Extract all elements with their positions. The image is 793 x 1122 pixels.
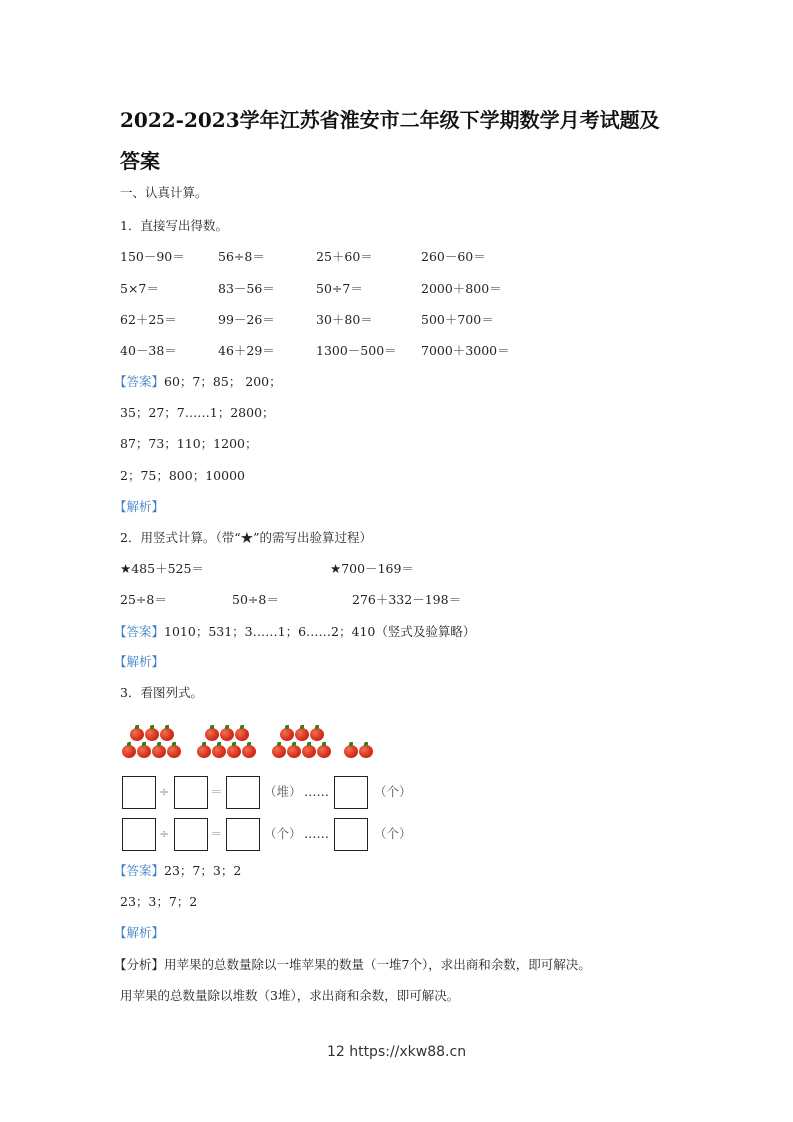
apple-icon [205, 728, 219, 741]
answer-box[interactable] [226, 818, 260, 851]
q1-problem: 260－60＝ [421, 249, 486, 264]
answer-box[interactable] [174, 776, 208, 809]
unit-label: （堆） [264, 784, 302, 799]
apple-icon [220, 728, 234, 741]
eq-sign: ＝ [210, 784, 223, 799]
apple-icon [272, 745, 286, 758]
apple-icon [197, 745, 211, 758]
q1-problem: 1300－500＝ [316, 343, 397, 358]
apple-icon [212, 745, 226, 758]
answer-box[interactable] [334, 818, 368, 851]
q1-problem: 46＋29＝ [218, 343, 275, 358]
apple-icon [302, 745, 316, 758]
q1-problem: 62＋25＝ [120, 312, 177, 327]
q2-problem: 276＋332－198＝ [352, 592, 462, 607]
apple-icon [310, 728, 324, 741]
apple-icon [359, 745, 373, 758]
answer-box[interactable] [122, 776, 156, 809]
apple-icon [317, 745, 331, 758]
answer-box[interactable] [174, 818, 208, 851]
answer-tag: 【答案】 [114, 863, 165, 878]
apple-icon [137, 745, 151, 758]
answer-text: 23；7；3；2 [164, 863, 242, 878]
answer-text: 60；7；85； 200； [164, 374, 282, 389]
apple-icon [344, 745, 358, 758]
q1-problem: 56÷8＝ [218, 249, 265, 264]
q3-fenxi-line [114, 957, 591, 973]
apple-icon [145, 728, 159, 741]
q1-answer-line: 2；75；800；10000 [120, 468, 245, 483]
apple-icon [227, 745, 241, 758]
section-heading: 一、认真计算。 [120, 185, 208, 200]
apple-icon [295, 728, 309, 741]
apple-icon [152, 745, 166, 758]
fenxi-text: 用苹果的总数量除以一堆苹果的数量（一堆7个），求出商和余数，即可解决。 [164, 957, 591, 972]
q3-analysis-tag: 【解析】 [114, 925, 165, 940]
apple-icon [235, 728, 249, 741]
q1-problem: 99－26＝ [218, 312, 275, 327]
apple-icon [167, 745, 181, 758]
q2-answer-line [114, 624, 475, 640]
answer-box[interactable] [226, 776, 260, 809]
q2-analysis-tag: 【解析】 [114, 654, 165, 669]
apple-icon [160, 728, 174, 741]
q2-problem: ★485＋525＝ [120, 561, 204, 576]
apple-icon [122, 745, 136, 758]
q1-problem: 7000＋3000＝ [421, 343, 510, 358]
apple-icon [280, 728, 294, 741]
q3-fenxi-line2: 用苹果的总数量除以堆数（3堆），求出商和余数，即可解决。 [120, 988, 460, 1003]
doc-title-line2: 答案 [120, 149, 160, 173]
doc-title-line1: 2022-2023学年江苏省淮安市二年级下学期数学月考试题及 [120, 108, 660, 132]
q1-problem: 83－56＝ [218, 281, 275, 296]
q1-label: 1．直接写出得数。 [120, 218, 228, 233]
div-sign: ÷ [159, 784, 170, 799]
q1-problem: 25＋60＝ [316, 249, 373, 264]
unit-label: （个） [264, 826, 302, 841]
q3-answer-line: 23；3；7；2 [120, 894, 198, 909]
q1-problem: 30＋80＝ [316, 312, 373, 327]
dots: …… [304, 826, 329, 841]
answer-box[interactable] [334, 776, 368, 809]
q1-analysis-tag: 【解析】 [114, 499, 165, 514]
q1-problem: 50÷7＝ [316, 281, 363, 296]
apple-icon [287, 745, 301, 758]
q2-label: 2．用竖式计算。（带“★”的需写出验算过程） [120, 530, 372, 545]
q2-problem: ★700－169＝ [330, 561, 414, 576]
q3-label: 3．看图列式。 [120, 685, 203, 700]
q1-problem: 5×7＝ [120, 281, 159, 296]
apple-icon [130, 728, 144, 741]
q1-problem: 500＋700＝ [421, 312, 494, 327]
q1-problem: 150－90＝ [120, 249, 185, 264]
page-footer: 12 https://xkw88.cn [326, 1044, 467, 1060]
q1-problem: 40－38＝ [120, 343, 177, 358]
q1-problem: 2000＋800＝ [421, 281, 502, 296]
answer-tag: 【答案】 [114, 374, 165, 389]
unit-label: （个） [374, 784, 412, 799]
q1-answer-line: 35；27；7……1；2800； [120, 405, 275, 420]
fenxi-tag: 【分析】 [114, 957, 165, 972]
answer-text: 1010；531；3……1；6……2；410（竖式及验算略） [164, 624, 476, 639]
eq-sign: ＝ [210, 826, 223, 841]
q1-answer-line: 87；73；110；1200； [120, 436, 258, 451]
answer-box[interactable] [122, 818, 156, 851]
div-sign: ÷ [159, 826, 170, 841]
apple-icon [242, 745, 256, 758]
q1-answer-line [114, 374, 282, 390]
q3-answer-line [114, 863, 241, 879]
q2-problem: 25÷8＝ [120, 592, 167, 607]
answer-tag: 【答案】 [114, 624, 165, 639]
dots: …… [304, 784, 329, 799]
q2-problem: 50÷8＝ [232, 592, 279, 607]
unit-label: （个） [374, 826, 412, 841]
